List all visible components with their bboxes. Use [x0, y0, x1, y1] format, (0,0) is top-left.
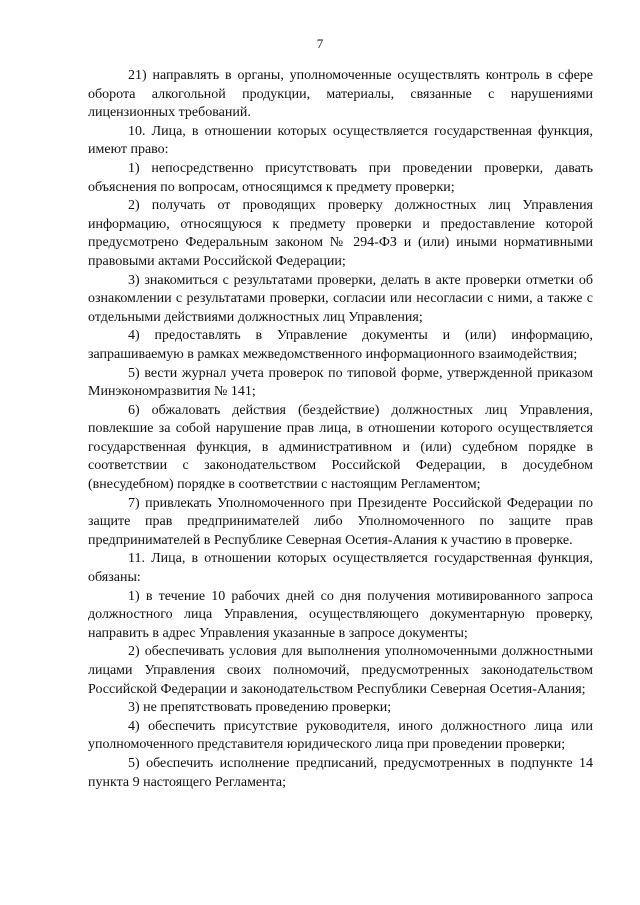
paragraph-right-7: 7) привлекать Уполномоченного при Президенте Российской Федерации по защите прав предпринимателей либо Уполномоченного по защите прав предпринимателей в Республике Северная Осетия-Алания к участию в проверке. — [88, 495, 593, 548]
paragraph-duty-3: 3) не препятствовать проведению проверки; — [128, 700, 392, 716]
paragraph-right-5: 5) вести журнал учета проверок по типовой форме, утвержденной приказом Минэкономразвития № 141; — [88, 365, 593, 400]
paragraph-section-10-heading: 10. Лица, в отношении которых осуществляется государственная функция, имеют право: — [88, 123, 593, 158]
paragraph-item-21: 21) направлять в органы, уполномоченные осуществлять контроль в сфере оборота алкогольной продукции, материалы, связанные с нарушениями лицензионных требований. — [88, 68, 593, 121]
paragraph-right-4: 4) предоставлять в Управление документы и (или) информацию, запрашиваемую в рамках межведомственного информационного взаимодействия; — [88, 328, 593, 362]
page-number: 7 — [316, 36, 324, 51]
paragraph-right-2: 2) получать от проводящих проверку должностных лиц Управления информацию, относящуюся к предмету проверки и предоставление которой предусмотрено Федеральным законом № 294-ФЗ и (или) иными нормативными правовыми актами Российской Федерации; — [88, 198, 593, 269]
paragraph-section-11-heading: 11. Лица, в отношении которых осуществляется государственная функция, обязаны: — [88, 551, 593, 586]
paragraph-duty-5: 5) обеспечить исполнение предписаний, предусмотренных в подпункте 14 пункта 9 настоящего Регламента; — [88, 755, 593, 790]
document-body — [88, 67, 593, 792]
paragraph-right-3: 3) знакомиться с результатами проверки, делать в акте проверки отметки об ознакомлении с результатами проверки, согласии или несогласии с ними, а также с отдельными действиями должностных лиц Управления; — [88, 272, 593, 325]
paragraph-right-6: 6) обжаловать действия (бездействие) должностных лиц Управления, повлекшие за собой нарушение прав лица, в отношении которого осуществляется государственная функция, в административном и (или) судебном порядке в соответствии с законодательством Российской Федерации, в досудебном (внесудебном) порядке в соответствии с настоящим Регламентом; — [88, 402, 593, 493]
paragraph-duty-2: 2) обеспечивать условия для выполнения уполномоченными должностными лицами Управления своих полномочий, предусмотренных законодательством Российской Федерации и законодательством Республики Северная Осетия-Алания; — [88, 644, 593, 697]
paragraph-duty-1: 1) в течение 10 рабочих дней со дня получения мотивированного запроса должностного лица Управления, осуществляющего документарную проверку, направить в адрес Управления указанные в запросе документы; — [88, 588, 593, 641]
paragraph-right-1: 1) непосредственно присутствовать при проведении проверки, давать объяснения по вопросам, относящимся к предмету проверки; — [88, 160, 593, 195]
paragraph-duty-4: 4) обеспечить присутствие руководителя, иного должностного лица или уполномоченного представителя юридического лица при проведении проверки; — [88, 718, 593, 753]
